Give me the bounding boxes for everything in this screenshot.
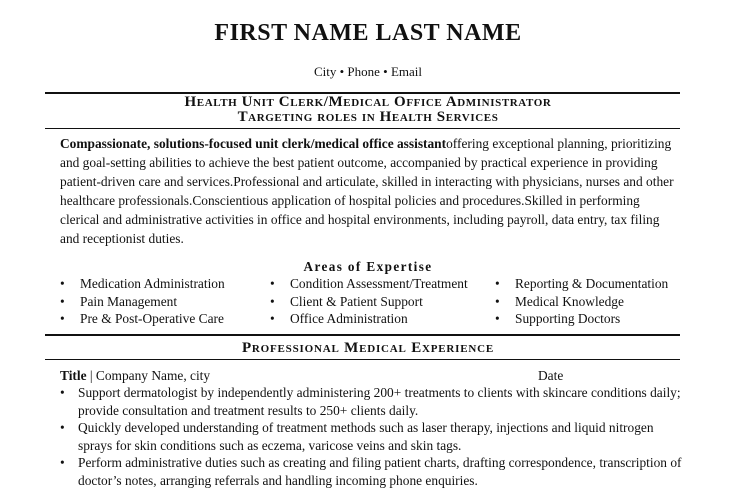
expertise-item: • Client & Patient Support <box>270 293 468 311</box>
expertise-item: • Reporting & Documentation <box>495 275 668 293</box>
expertise-item: • Condition Assessment/Treatment <box>270 275 468 293</box>
summary-paragraph <box>60 134 680 249</box>
duty-item: • Support dermatologist by independently administering 200+ treatments to clients with skincare conditions daily; provide consultation and treatment results to 250+ clients daily. <box>60 384 690 419</box>
expertise-column-1 <box>60 275 225 328</box>
duty-item: • Quickly developed understanding of treatment methods such as laser therapy, injections and liquid nitrogen sprays for skin conditions such as eczema, varicose veins and skin tags. <box>60 419 690 454</box>
expertise-title: Areas of Expertise <box>303 259 433 274</box>
contact-line: City • Phone • Email <box>313 64 423 79</box>
expertise-column-2 <box>270 275 468 328</box>
expertise-item: • Medication Administration <box>60 275 225 293</box>
experience-top-divider <box>45 334 680 336</box>
summary-body: offering exceptional planning, prioritizing and goal-setting abilities to achieve the best patient outcome, accompanied by practical experience in providing patient-driven care and services.Professional and articulate, skilled in interacting with physicians, nurses and other healthcare professionals.Conscientious application of hospital policies and procedures.Skilled in performing clerical and administrative activities in office and hospital environments, including payroll, data entry, tax filing and receptionist duties. <box>60 136 674 247</box>
job-duties-list <box>60 384 690 489</box>
resume-name: FIRST NAME LAST NAME <box>214 20 522 46</box>
expertise-item: • Office Administration <box>270 310 468 328</box>
expertise-item: • Pain Management <box>60 293 225 311</box>
headline-title: Health Unit Clerk/Medical Office Administrator <box>184 94 552 110</box>
experience-section-title: Professional Medical Experience <box>241 340 495 356</box>
job-header <box>60 367 680 384</box>
job-title: Title <box>60 368 87 383</box>
headline-divider <box>45 128 680 129</box>
duty-item: • Perform administrative duties such as creating and filing patient charts, drafting correspondence, transcription of doctor’s notes, arranging referrals and handling incoming phone enquiries. <box>60 454 690 489</box>
job-company: | Company Name, city <box>86 368 211 383</box>
headline-target: Targeting roles in Health Services <box>237 109 499 125</box>
expertise-item: • Supporting Doctors <box>495 310 668 328</box>
summary-lead: Compassionate, solutions-focused unit clerk/medical office assistant <box>60 136 447 151</box>
job-date: Date <box>538 368 564 383</box>
expertise-column-3 <box>495 275 668 328</box>
expertise-item: • Medical Knowledge <box>495 293 668 311</box>
experience-bottom-divider <box>45 359 680 360</box>
expertise-item: • Pre & Post-Operative Care <box>60 310 225 328</box>
